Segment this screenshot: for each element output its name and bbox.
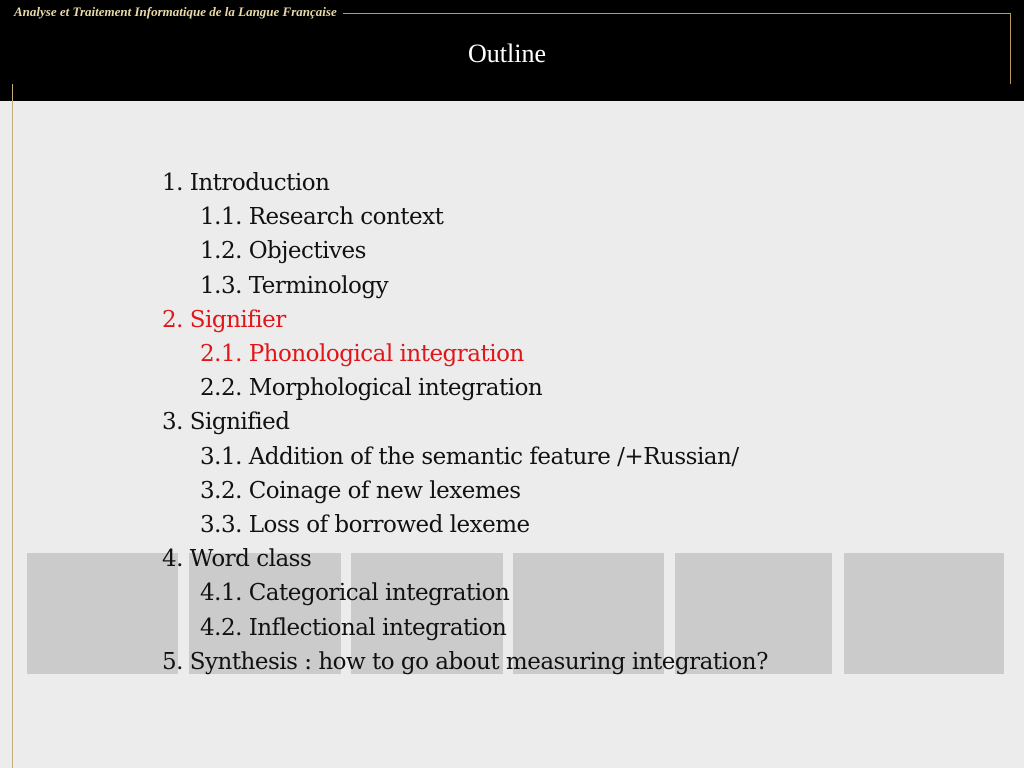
outline-section-3: 3. Signified: [162, 409, 290, 436]
outline-subsection-1-3: 1.3. Terminology: [200, 272, 389, 299]
outline-subsection-4-1: 4.1. Categorical integration: [200, 580, 510, 607]
background-tile: [27, 553, 178, 674]
outline-section-1: 1. Introduction: [162, 170, 330, 196]
header-subtitle: Analyse et Traitement Informatique de la Langue Française: [10, 3, 343, 20]
outline-subsection-3-1: 3.1. Addition of the semantic feature /+Russian/: [200, 443, 739, 470]
outline-subsection-1-2: 1.2. Objectives: [200, 238, 366, 265]
outline-subsection-1-1: 1.1. Research context: [200, 204, 444, 231]
left-frame-rule: [12, 84, 13, 768]
outline-list: [162, 166, 768, 679]
outline-section-2-current: 2. Signifier: [162, 306, 286, 333]
outline-subsection-3-2: 3.2. Coinage of new lexemes: [200, 477, 521, 504]
outline-section-4: 4. Word class: [162, 546, 312, 573]
slide-title: Outline: [468, 39, 546, 68]
outline-subsection-3-3: 3.3. Loss of borrowed lexeme: [200, 512, 530, 539]
background-tile: [844, 553, 1004, 674]
slide-header: [0, 0, 1024, 101]
outline-subsection-4-2: 4.2. Inflectional integration: [200, 614, 507, 641]
outline-subsection-2-1-current: 2.1. Phonological integration: [200, 341, 524, 368]
outline-section-5: 5. Synthesis : how to go about measuring integration?: [162, 648, 768, 675]
outline-subsection-2-2: 2.2. Morphological integration: [200, 375, 543, 402]
